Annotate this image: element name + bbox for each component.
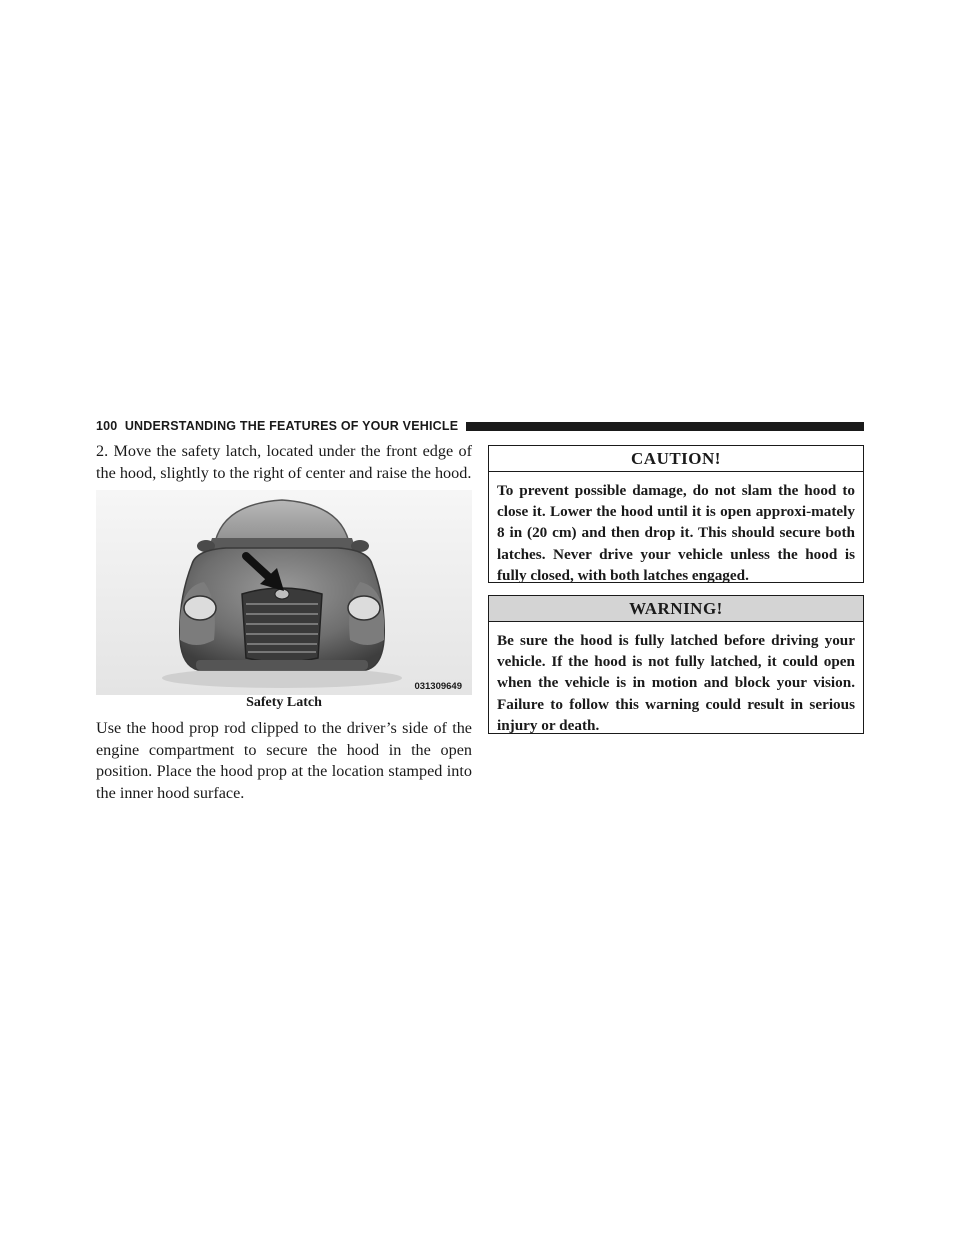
header-rule	[466, 422, 864, 431]
caution-title: CAUTION!	[489, 446, 863, 472]
page-header-text	[96, 419, 458, 433]
warning-title: WARNING!	[489, 596, 863, 622]
page-number: 100	[96, 419, 118, 433]
body-paragraph: Use the hood prop rod clipped to the driver’s side of the engine compartment to secure the hood in the open position. Place the hood prop at the location stamped into the inner hood surface.	[96, 719, 472, 802]
left-column	[96, 441, 472, 484]
warning-box	[488, 595, 864, 734]
caution-box	[488, 445, 864, 583]
caution-text: To prevent possible damage, do not slam the hood to close it. Lower the hood until it is open approxi-mately 8 in (20 cm) and then drop it. This should secure both latches. Never drive your vehicle unless the hood is fully closed, with both latches engaged.	[497, 482, 855, 584]
page-header	[96, 417, 864, 435]
safety-latch-figure	[96, 490, 472, 716]
left-column-lower	[96, 718, 472, 804]
car-front-illustration	[96, 490, 472, 695]
warning-text: Be sure the hood is fully latched before driving your vehicle. If the hood is not fully latched, it could open when the vehicle is in motion and block your vision. Failure to follow this warning could result in serious injury or death.	[497, 632, 855, 734]
step-paragraph: 2. Move the safety latch, located under the front edge of the hood, slightly to the right of center and raise the hood.	[96, 442, 472, 482]
section-title: UNDERSTANDING THE FEATURES OF YOUR VEHICLE	[124, 419, 459, 433]
figure-caption: Safety Latch	[246, 695, 322, 710]
figure-id: 031309649	[414, 681, 462, 692]
